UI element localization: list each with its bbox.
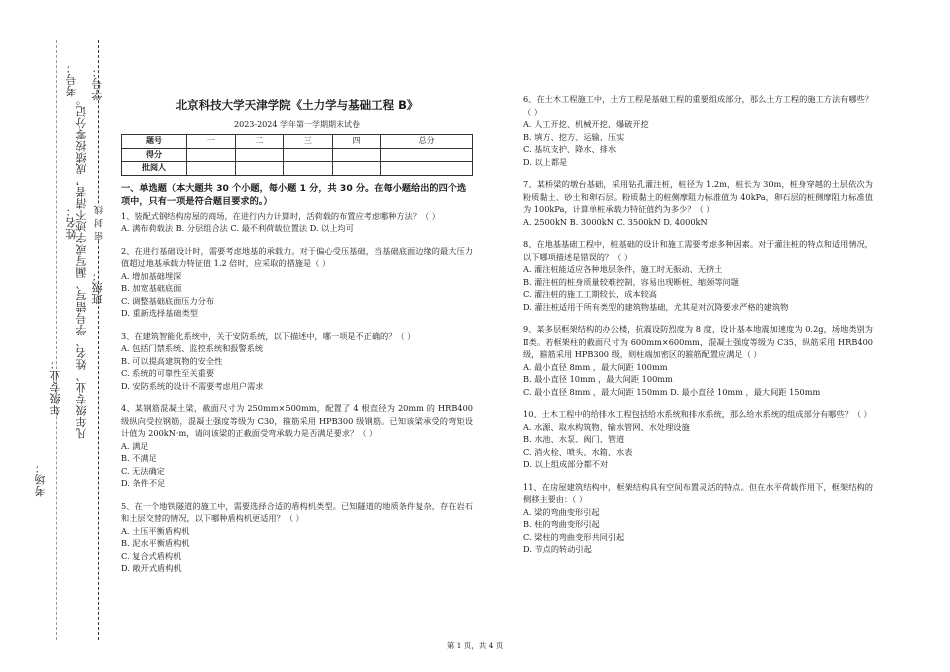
gutter-dashed-line-inner	[98, 40, 99, 640]
question-stem: 7、某桥梁的墩台基础，采用钻孔灌注桩，桩径为 1.2m，桩长为 30m，桩身穿越的土层依次为粉质黏土、砂土和卵石层。粉质黏土的桩侧摩阻力标准值为 40kPa，卵石层的桩侧摩阻力标准值为 100kPa，计算单桩承载力特征值约为多少？（ ）	[523, 179, 873, 214]
question-block	[523, 93, 873, 168]
answer-option: D. 条件不足	[121, 478, 166, 488]
answer-option: A. 增加基础埋深	[121, 270, 182, 281]
question-block	[121, 210, 473, 235]
grader-cell[interactable]	[381, 162, 473, 176]
question-block	[121, 245, 473, 320]
answer-option: D. 敞开式盾构机	[121, 563, 182, 573]
answer-option: B. 水池、水泵、阀门、管道	[523, 434, 625, 444]
answer-option: C. 梁柱的弯曲变形共同引起	[523, 531, 625, 542]
question-stem: 10、土木工程中的给排水工程包括给水系统和排水系统，那么给水系统的组成部分有哪些？（ ）	[523, 409, 872, 419]
answer-option: D. 以上组成部分都不对	[523, 459, 609, 469]
answer-option: A. 梁的弯曲变形引起	[523, 506, 600, 517]
gutter-label-exam-room: 考场：	[34, 462, 47, 497]
score-col-header: 三	[284, 135, 333, 149]
answer-option: A. 2500kN B. 3000kN C. 3500kN D. 4000kN	[523, 216, 708, 227]
gutter-label-name: 姓名：	[65, 205, 78, 240]
score-cell[interactable]	[332, 148, 381, 162]
gutter-label-class: 班级：	[91, 270, 104, 305]
page-footer: 第 1 页，共 4 页	[446, 641, 504, 650]
score-cell[interactable]	[284, 148, 333, 162]
grader-cell[interactable]	[235, 162, 284, 176]
answer-option: C. 调整基础底面压力分布	[121, 295, 215, 306]
score-col-header: 一	[187, 135, 236, 149]
answer-option: B. 灌注桩的桩身质量较难控制，容易出现断桩、缩颈等问题	[523, 276, 739, 287]
exam-subtitle: 2023-2024 学年第一学期期末试卷	[234, 119, 360, 129]
gutter-label-major: 年级专业：	[49, 358, 62, 416]
answer-option: D. 以上都是	[523, 156, 568, 167]
left-column	[121, 95, 473, 585]
answer-option: A. 人工开挖、机械开挖、爆破开挖	[523, 119, 649, 129]
score-col-header: 二	[235, 135, 284, 149]
question-stem: 2、在进行基础设计时，需要考虑地基的承载力。对于偏心受压基础，当基础底面边缘的最大压力值超过地基承载力特征值 1.2 倍时，应采取的措施是（ ）	[121, 245, 473, 268]
grader-cell[interactable]	[187, 162, 236, 176]
answer-option: B. 泥水平衡盾构机	[121, 538, 190, 548]
answer-option: A. 最小直径 8mm ，最大间距 100mm	[523, 361, 668, 372]
question-block	[523, 238, 873, 313]
question-block	[121, 330, 473, 393]
answer-option: B. 加宽基础底面	[121, 283, 182, 293]
answer-option: C. 复合式盾构机	[121, 550, 182, 561]
right-question-list	[523, 93, 873, 556]
grader-cell[interactable]	[284, 162, 333, 176]
section-heading: 一、单选题（本大题共 30 个小题，每小题 1 分，共 30 分。在每小题给出的四个选项中，只有一项是符合题目要求的。）	[121, 182, 467, 207]
question-stem: 6、在土木工程施工中，土方工程是基础工程的重要组成部分，那么土方工程的施工方法有哪些？（ ）	[523, 94, 873, 117]
gutter-notice: 凡年级专业、姓名、学号错写、漏写或字迹不清者，成绩按零分记。	[75, 94, 88, 439]
question-stem: 8、在地基基础工程中，桩基础的设计和施工需要考虑多种因素。对于灌注桩的特点和适用情况，以下哪项描述是错误的？（ ）	[523, 239, 873, 262]
question-stem: 1、装配式钢结构房屋的商场，在进行内力计算时，活荷载的布置应考虑哪种方法？（ ）	[121, 210, 440, 221]
question-block	[523, 178, 873, 228]
gutter-seal-text: 密 封 线	[95, 205, 105, 241]
answer-option: A. 土压平衡盾构机	[121, 525, 190, 536]
answer-option: C. 灌注桩的施工工期较长，成本较高	[523, 289, 657, 299]
binding-gutter	[0, 0, 118, 672]
question-stem: 4、某钢筋混凝土梁，截面尺寸为 250mm×500mm，配置了 4 根直径为 20mm 的 HRB400 级纵向受拉钢筋，混凝土强度等级为 C30，箍筋采用 HPB300 级钢筋。已知该梁承受的弯矩设计值为 200kN·m，请问该梁的正截面受弯承载力是否满足要求？（ ）	[121, 403, 473, 438]
score-col-header: 总分	[381, 135, 473, 149]
right-column	[523, 93, 873, 566]
left-question-list	[121, 210, 473, 575]
score-table-header-row	[122, 135, 473, 149]
question-stem: 3、在建筑智能化系统中，关于安防系统，以下描述中，哪一项是不正确的？（ ）	[121, 330, 416, 341]
exam-title: 北京科技大学天津学院《土力学与基础工程 B》	[175, 98, 419, 112]
score-table	[121, 134, 473, 176]
question-stem: 11、在房屋建筑结构中，框架结构具有空间布置灵活的特点。但在水平荷载作用下，框架结构的侧移主要由：（ ）	[523, 481, 873, 504]
score-col-header: 题号	[122, 135, 187, 149]
answer-option: A. 满足	[121, 440, 149, 451]
gutter-label-exam-no: 考号：	[65, 62, 78, 97]
answer-option: D. 节点的转动引起	[523, 544, 592, 554]
answer-option: B. 可以提高建筑物的安全性	[121, 355, 223, 366]
grader-cell[interactable]	[332, 162, 381, 176]
answer-option: D. 安防系统的设计不需要考虑用户需求	[121, 380, 264, 391]
answer-option: C. 无法确定	[121, 465, 165, 476]
answer-option: A. 灌注桩能适应各种地层条件，施工时无振动、无挤土	[523, 264, 723, 274]
question-stem: 5、在一个地铁隧道的施工中，需要选择合适的盾构机类型。已知隧道的地质条件复杂，存在岩石和土层交替的情况，以下哪种盾构机更适用？（ ）	[121, 500, 473, 523]
answer-option: B. 柱的弯曲变形引起	[523, 519, 600, 529]
question-stem: 9、某多层框架结构的办公楼，抗震设防烈度为 8 度，设计基本地震加速度为 0.2g，场地类别为Ⅱ类。若框架柱的截面尺寸为 600mm×600mm，混凝土强度等级为 C35，纵筋采用 HRB400 级，箍筋采用 HPB300 级，则柱端加密区的箍筋配置应满足（ ）	[523, 324, 873, 359]
question-block	[121, 402, 473, 490]
answer-option: D. 灌注桩适用于所有类型的建筑物基础，尤其是对沉降要求严格的建筑物	[523, 301, 789, 312]
question-block	[523, 481, 873, 556]
score-row	[122, 148, 473, 162]
answer-option: C. 系统的可靠性至关重要	[121, 368, 215, 378]
grader-row	[122, 162, 473, 176]
question-block	[523, 323, 873, 398]
gutter-dashed-line-outer	[56, 40, 57, 640]
answer-option: B. 最小直径 10mm ，最大间距 100mm	[523, 374, 673, 384]
score-cell[interactable]	[235, 148, 284, 162]
score-row-label: 得分	[122, 148, 187, 162]
answer-option: B. 填方、挖方、运输、压实	[523, 131, 625, 142]
question-block	[523, 408, 873, 471]
answer-option: C. 消火栓、喷头、水箱、水表	[523, 446, 633, 457]
answer-option: D. 重新选择基础类型	[121, 308, 198, 318]
answer-option: A. 包括门禁系统、监控系统和报警系统	[121, 343, 264, 353]
score-col-header: 四	[332, 135, 381, 149]
grader-row-label: 批阅人	[122, 162, 187, 176]
score-cell[interactable]	[187, 148, 236, 162]
score-cell[interactable]	[381, 148, 473, 162]
answer-option: C. 最小直径 8mm ，最大间距 150mm D. 最小直径 10mm ，最大间距 150mm	[523, 386, 821, 397]
answer-option: B. 不满足	[121, 453, 157, 463]
gutter-label-student-no: 学号：	[91, 66, 104, 101]
answer-option: C. 基坑支护、降水、排水	[523, 144, 617, 154]
answer-option: A. 满布荷载法 B. 分层组合法 C. 最不利荷载位置法 D. 以上均可	[121, 223, 354, 233]
answer-option: A. 水源、取水构筑物、输水管网、水处理设施	[523, 421, 690, 432]
question-block	[121, 500, 473, 575]
